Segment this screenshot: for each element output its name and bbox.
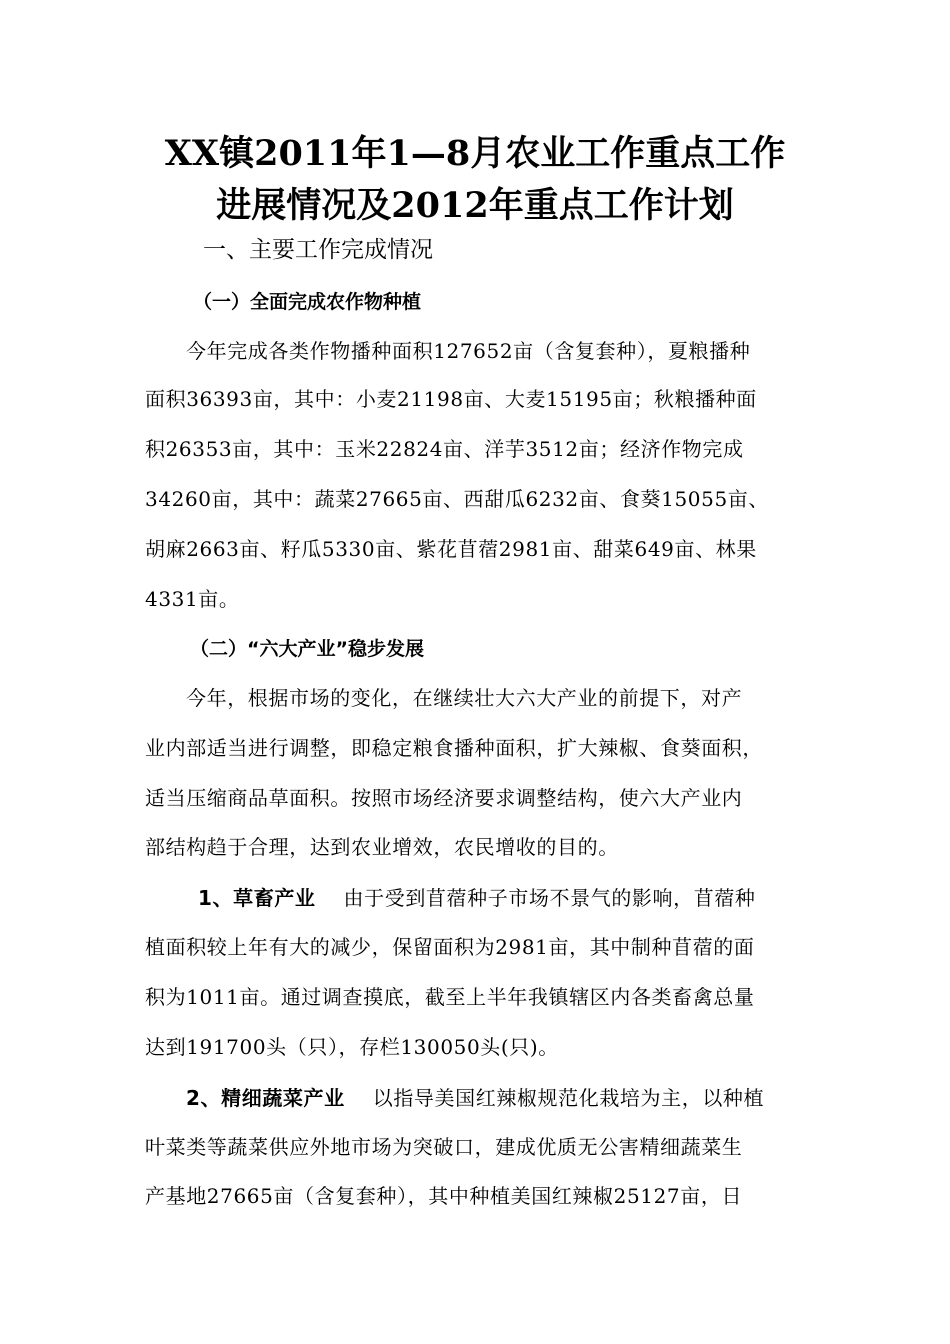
paragraph-line: 达到191700头（只），存栏130050头(只)。 bbox=[145, 1035, 559, 1059]
paragraph-line: 4331亩。 bbox=[145, 587, 240, 611]
item-1-first-line bbox=[198, 883, 756, 913]
paragraph-line: 叶菜类等蔬菜供应外地市场为突破口，建成优质无公害精细蔬菜生 bbox=[145, 1135, 743, 1159]
subsection-1-heading: （一）全面完成农作物种植 bbox=[193, 291, 422, 313]
paragraph-line: 积26353亩，其中：玉米22824亩、洋芋3512亩；经济作物完成 bbox=[145, 437, 744, 461]
item-2-first-text: 以指导美国红辣椒规范化栽培为主，以种植 bbox=[372, 1086, 765, 1110]
section-1-heading: 一、主要工作完成情况 bbox=[203, 237, 433, 263]
paragraph-line: 今年，根据市场的变化，在继续壮大六大产业的前提下，对产 bbox=[186, 686, 743, 710]
document-title-line-1: XX镇2011年1—8月农业工作重点工作 bbox=[164, 133, 786, 174]
document-title-line-2: 进展情况及2012年重点工作计划 bbox=[216, 185, 734, 226]
item-1-label: 1、草畜产业 bbox=[198, 886, 316, 910]
paragraph-line: 34260亩，其中：蔬菜27665亩、西甜瓜6232亩、食葵15055亩、 bbox=[145, 487, 769, 511]
paragraph-line: 今年完成各类作物播种面积127652亩（含复套种），夏粮播种 bbox=[186, 339, 751, 363]
paragraph-line: 面积36393亩，其中：小麦21198亩、大麦15195亩；秋粮播种面 bbox=[145, 387, 757, 411]
item-2-first-line bbox=[186, 1083, 764, 1113]
paragraph-line: 积为1011亩。通过调查摸底，截至上半年我镇辖区内各类畜禽总量 bbox=[145, 985, 755, 1009]
item-1-first-text: 由于受到苜蓿种子市场不景气的影响，苜蓿种 bbox=[343, 886, 756, 910]
item-2-label: 2、精细蔬菜产业 bbox=[186, 1086, 345, 1110]
paragraph-line: 胡麻2663亩、籽瓜5330亩、紫花苜蓿2981亩、甜菜649亩、林果 bbox=[145, 537, 757, 561]
paragraph-line: 产基地27665亩（含复套种），其中种植美国红辣椒25127亩，日 bbox=[145, 1184, 743, 1208]
paragraph-line: 业内部适当进行调整，即稳定粮食播种面积，扩大辣椒、食葵面积， bbox=[145, 736, 763, 760]
paragraph-line: 适当压缩商品草面积。按照市场经济要求调整结构，使六大产业内 bbox=[145, 786, 743, 810]
paragraph-line: 部结构趋于合理，达到农业增效，农民增收的目的。 bbox=[145, 835, 619, 859]
paragraph-line: 植面积较上年有大的减少，保留面积为2981亩，其中制种苜蓿的面 bbox=[145, 935, 755, 959]
subsection-2-heading: （二）“六大产业”稳步发展 bbox=[190, 638, 424, 660]
